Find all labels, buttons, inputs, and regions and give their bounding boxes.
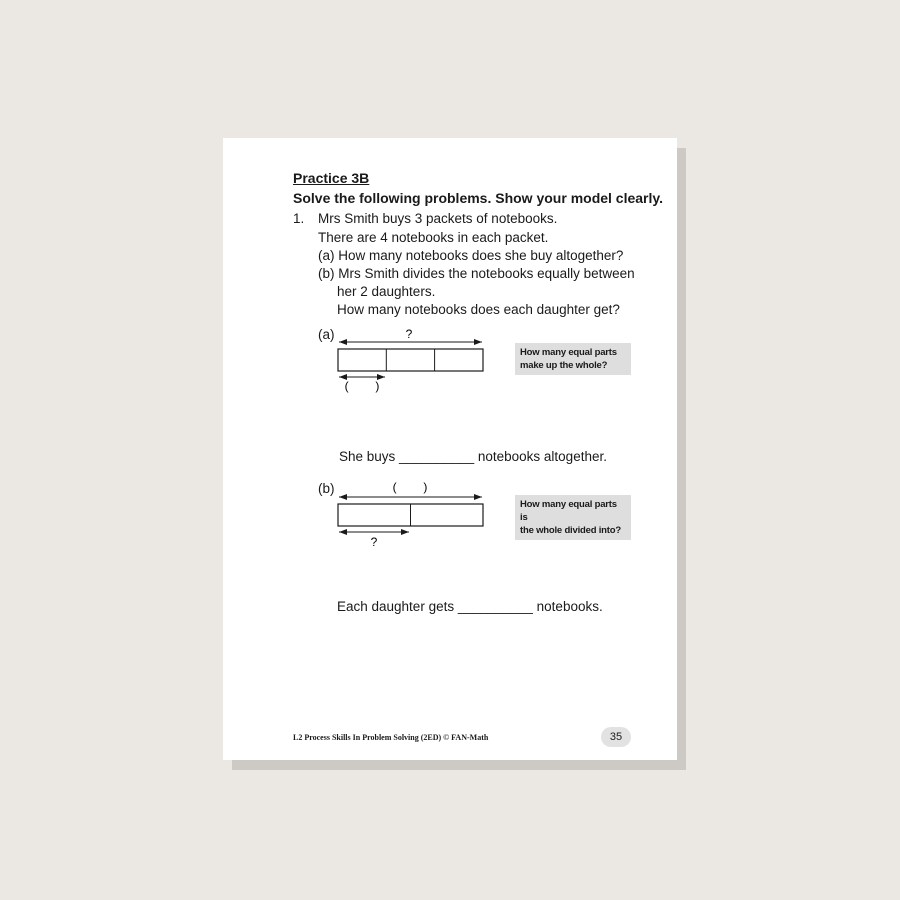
worksheet-page bbox=[223, 138, 677, 760]
answer-a: She buys __________ notebooks altogether. bbox=[339, 449, 607, 464]
question-part-b-line-3: How many notebooks does each daughter get? bbox=[337, 302, 620, 317]
model-b-label: (b) bbox=[318, 481, 335, 496]
model-a-label: (a) bbox=[318, 327, 335, 342]
model-a-total-mark: ? bbox=[405, 327, 413, 341]
hint-b-line-2: the whole divided into? bbox=[520, 525, 621, 536]
question-line-2: There are 4 notebooks in each packet. bbox=[318, 230, 549, 245]
model-a-part-mark: ( ) bbox=[344, 379, 380, 393]
hint-box-b bbox=[515, 495, 631, 540]
model-b-part-mark: ? bbox=[370, 535, 378, 549]
hint-box-a bbox=[515, 343, 631, 375]
model-a-bar bbox=[338, 349, 483, 371]
question-part-b-line-2: her 2 daughters. bbox=[337, 284, 436, 299]
page-number: 35 bbox=[601, 727, 631, 747]
question-line-1: Mrs Smith buys 3 packets of notebooks. bbox=[318, 211, 558, 226]
question-part-b-line-1: (b) Mrs Smith divides the notebooks equally between bbox=[318, 266, 635, 281]
model-b-total-mark: ( ) bbox=[392, 480, 428, 494]
instruction: Solve the following problems. Show your model clearly. bbox=[293, 190, 664, 206]
hint-a-line-1: How many equal parts bbox=[520, 347, 617, 358]
footer-credit: L2 Process Skills In Problem Solving (2ED) © FAN-Math bbox=[293, 733, 489, 742]
question-part-a: (a) How many notebooks does she buy altogether? bbox=[318, 248, 624, 263]
page-title: Practice 3B bbox=[293, 170, 370, 186]
hint-a-line-2: make up the whole? bbox=[520, 360, 608, 371]
question-number: 1. bbox=[293, 211, 305, 226]
answer-b: Each daughter gets __________ notebooks. bbox=[337, 599, 603, 614]
hint-b-line-1: How many equal parts is bbox=[520, 499, 617, 523]
